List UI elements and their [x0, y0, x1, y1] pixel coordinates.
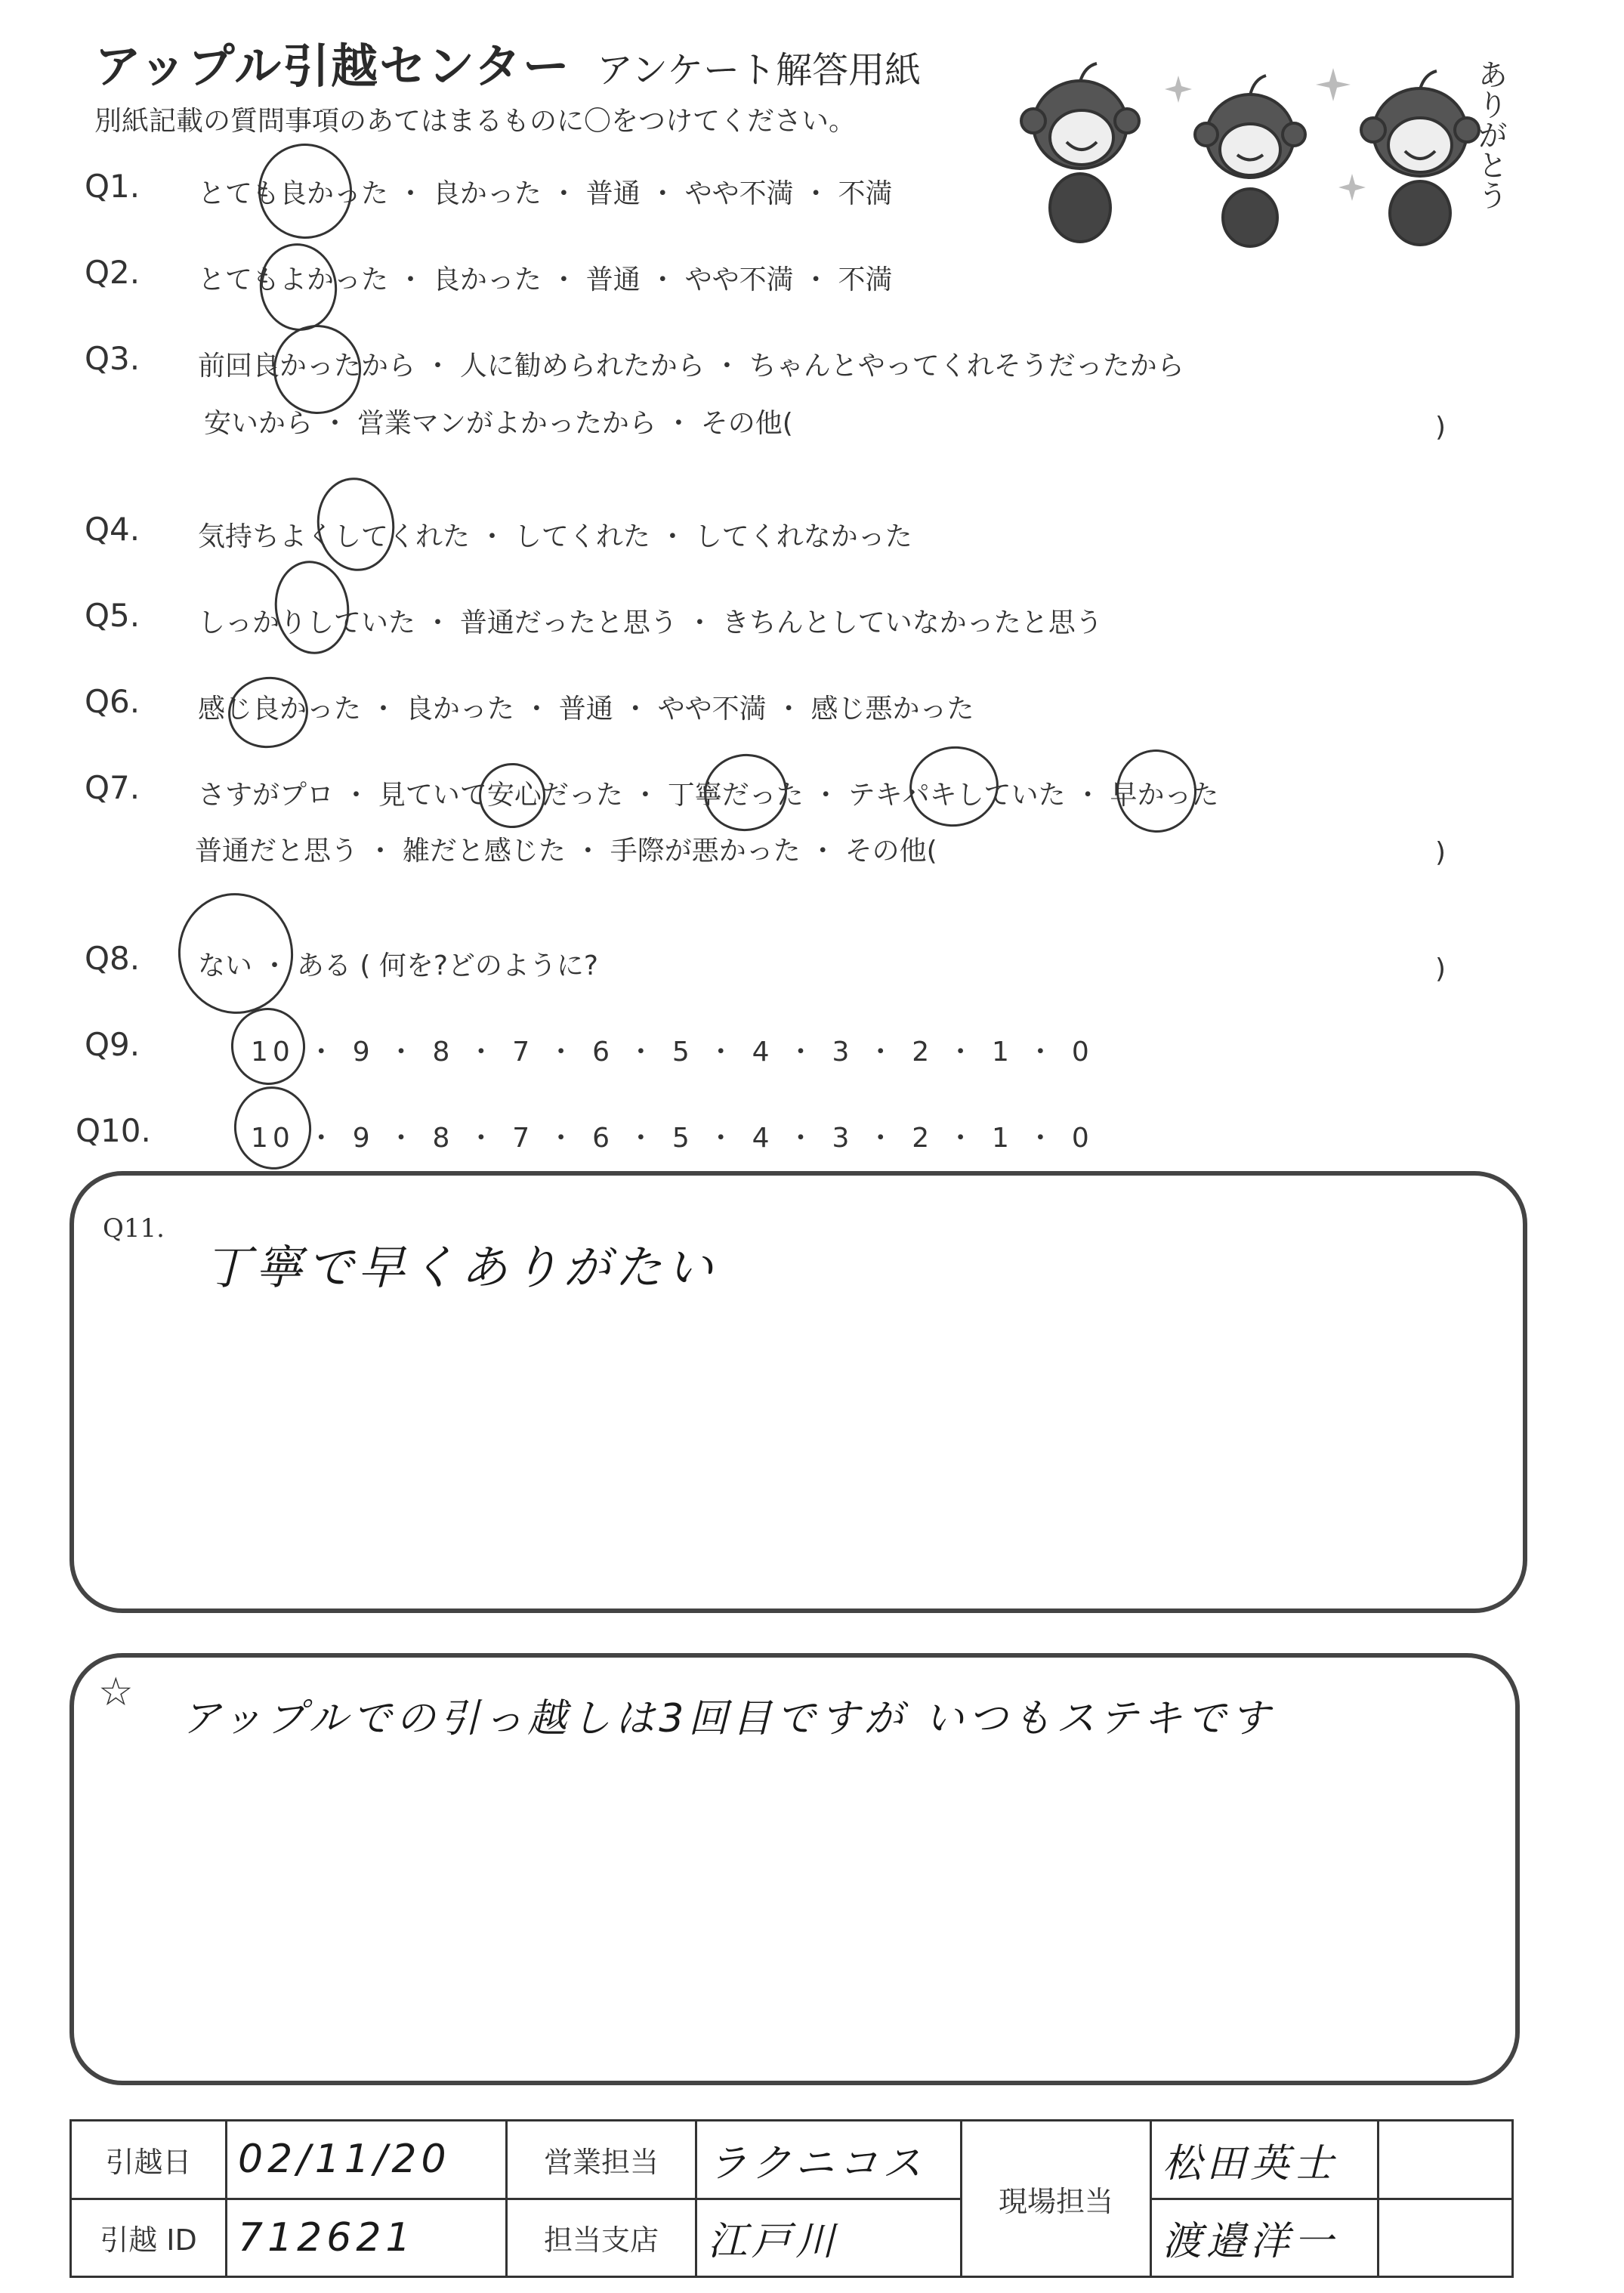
q2-selection-circle [254, 238, 342, 335]
q3-close-paren: ) [1435, 412, 1446, 443]
q8-close-paren: ) [1435, 953, 1446, 984]
move-date-label: 引越日 [71, 2121, 227, 2199]
q4-selection-circle [311, 473, 400, 576]
q10-label: Q10. [76, 1112, 151, 1149]
onsite-empty-2 [1379, 2199, 1513, 2277]
q9-label: Q9. [85, 1026, 140, 1063]
q7-close-paren: ) [1435, 837, 1446, 868]
q6-options: 感じ良かった ・ 良かった ・ 普通 ・ やや不満 ・ 感じ悪かった [198, 694, 974, 725]
sales-label: 営業担当 [507, 2121, 696, 2199]
q11-answer-text: 丁寧で早くありがたい [204, 1240, 718, 1295]
onsite-empty-1 [1379, 2121, 1513, 2199]
q3-options-line2: 安いから ・ 営業マンがよかったから ・ その他( [204, 408, 793, 439]
move-date-value [227, 2121, 507, 2199]
onsite-value-2 [1151, 2199, 1379, 2277]
q7-selection-circle-4 [1111, 744, 1202, 838]
onsite-value-1 [1151, 2121, 1379, 2199]
monkey-mascot-icon [997, 45, 1511, 249]
sales-value [696, 2121, 962, 2199]
q1-options: とても良かった ・ 良かった ・ 普通 ・ やや不満 ・ 不満 [198, 178, 893, 209]
branch-text: 江戸川 [708, 2219, 840, 2265]
q6-selection-circle [224, 672, 313, 753]
q7-options-line2: 普通だと思う ・ 雑だと感じた ・ 手際が悪かった ・ その他( [195, 836, 937, 867]
move-id-value [227, 2199, 507, 2277]
q8-options: ない ・ ある ( 何を?どのように? [198, 950, 599, 981]
q5-options: しっかりしていた ・ 普通だったと思う ・ きちんとしていなかったと思う [198, 607, 1103, 638]
q7-options-line1: さすがプロ ・ 見ていて安心だった ・ 丁寧だった ・ テキパキしていた ・ 早かった [198, 780, 1219, 811]
q2-label: Q2. [85, 254, 140, 291]
mascot-caption: ありがとう [1473, 59, 1508, 210]
q10-scale: 10 ・ 9 ・ 8 ・ 7 ・ 6 ・ 5 ・ 4 ・ 3 ・ 2 ・ 1 ・ 0 [251, 1123, 1094, 1154]
move-id-label: 引越 ID [71, 2199, 227, 2277]
instruction-text: 別紙記載の質問事項のあてはまるものに〇をつけてください。 [94, 106, 857, 137]
q4-label: Q4. [85, 511, 140, 548]
onsite-staff-1: 松田英士 [1162, 2140, 1338, 2186]
q1-label: Q1. [85, 168, 140, 205]
q10-selection-circle [229, 1081, 316, 1174]
q9-selection-circle [226, 1003, 310, 1090]
q8-label: Q8. [85, 940, 140, 977]
q3-label: Q3. [85, 340, 140, 377]
q5-label: Q5. [85, 597, 140, 634]
q6-label: Q6. [85, 683, 140, 720]
star-icon: ☆ [98, 1670, 134, 1715]
comment-text: アップルでの引っ越しは3回目ですが いつもステキです [181, 1696, 1274, 1741]
move-id-text: 712621 [238, 2214, 415, 2261]
q2-options: とてもよかった ・ 良かった ・ 普通 ・ やや不満 ・ 不満 [198, 264, 893, 295]
footer-info-table [69, 2119, 1514, 2278]
form-title: アップル引越センター [94, 39, 571, 94]
q9-scale: 10 ・ 9 ・ 8 ・ 7 ・ 6 ・ 5 ・ 4 ・ 3 ・ 2 ・ 1 ・ 0 [251, 1037, 1094, 1068]
q7-selection-circle-2 [699, 749, 792, 836]
onsite-label: 現場担当 [962, 2121, 1151, 2277]
form-subtitle: アンケート解答用紙 [597, 49, 922, 91]
move-date-text: 02/11/20 [238, 2137, 451, 2183]
branch-label: 担当支店 [507, 2199, 696, 2277]
q11-label: Q11. [103, 1213, 165, 1244]
q3-options-line1: 前回良かったから ・ 人に勧められたから ・ ちゃんとやってくれそうだったから [198, 351, 1184, 382]
q1-selection-circle [252, 138, 358, 245]
onsite-staff-2: 渡邉洋一 [1162, 2219, 1338, 2265]
q4-options: 気持ちよくしてくれた ・ してくれた ・ してくれなかった [198, 521, 912, 552]
branch-value [696, 2199, 962, 2277]
q7-selection-circle-3 [904, 740, 1004, 832]
q8-selection-circle [171, 885, 301, 1021]
sales-text: ラクニコス [708, 2140, 926, 2186]
q7-selection-circle-1 [474, 759, 549, 832]
q5-selection-circle [269, 556, 355, 659]
q7-label: Q7. [85, 769, 140, 806]
